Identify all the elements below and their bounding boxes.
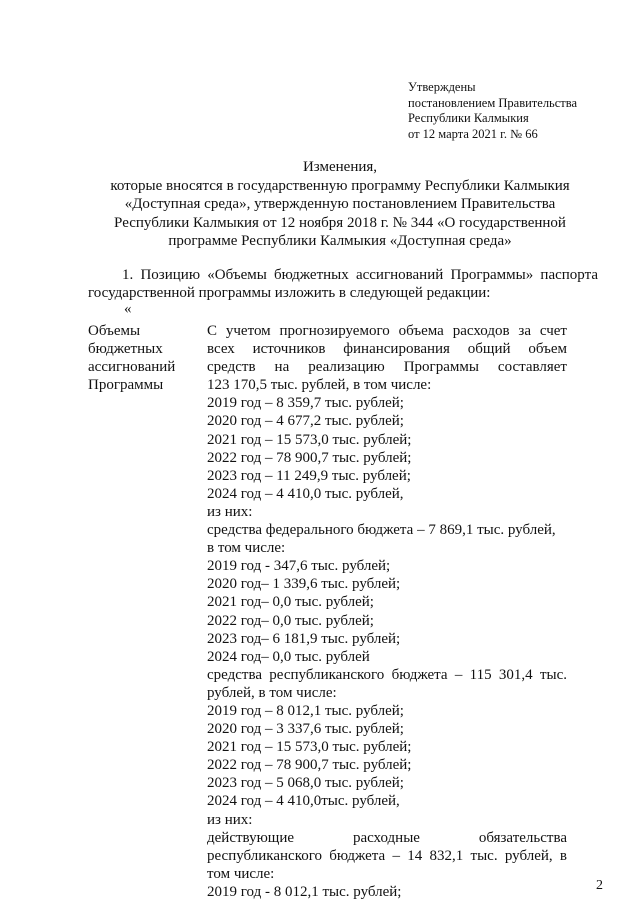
federal-year-line: 2020 год– 1 339,6 тыс. рублей; — [207, 576, 401, 593]
year-line: 2022 год – 78 900,7 тыс. рублей; — [207, 449, 412, 466]
approval-line: Республики Калмыкия — [408, 111, 529, 125]
title-line: программе Республики Калмыкия «Доступная среда» — [168, 233, 512, 249]
approval-line: от 12 марта 2021 г. № 66 — [408, 126, 538, 141]
federal-year-line: 2022 год– 0,0 тыс. рублей; — [207, 612, 374, 629]
approval-block — [408, 80, 577, 142]
intro-line: всех источников финансирования общий объем — [207, 341, 567, 358]
federal-year-line: 2019 год - 347,6 тыс. рублей; — [207, 558, 391, 575]
acting-obligations-line: действующие расходные обязательства — [207, 829, 567, 846]
of-them-label: из них: — [207, 503, 253, 520]
year-line: 2023 год – 11 249,9 тыс. рублей; — [207, 467, 411, 484]
paragraph-line: государственной программы изложить в следующей редакции: — [88, 285, 491, 301]
approval-line: постановлением Правительства — [408, 95, 578, 110]
year-line: 2021 год – 15 573,0 тыс. рублей; — [207, 431, 412, 448]
republic-year-line: 2024 год – 4 410,0тыс. рублей, — [207, 793, 400, 810]
federal-budget-line: в том числе: — [207, 540, 286, 557]
budget-content — [207, 322, 567, 901]
paragraph-line: 1. Позицию «Объемы бюджетных ассигнований Программы» паспорта — [122, 267, 598, 283]
federal-year-line: 2024 год– 0,0 тыс. рублей — [207, 648, 370, 665]
label-line: ассигнований — [88, 359, 176, 376]
title-line: Изменения, — [302, 159, 378, 175]
republic-year-line: 2019 год – 8 012,1 тыс. рублей; — [207, 702, 404, 719]
year-line: 2020 год – 4 677,2 тыс. рублей; — [207, 413, 404, 430]
republic-budget-line: средства республиканского бюджета – 115 301,4 тыс. — [207, 666, 567, 683]
label-line: Программы — [88, 377, 164, 394]
amendment-paragraph — [88, 266, 598, 302]
republic-year-line: 2020 год – 3 337,6 тыс. рублей; — [207, 721, 404, 738]
federal-year-line: 2023 год– 6 181,9 тыс. рублей; — [207, 630, 401, 647]
acting-obligations-line: республиканского бюджета – 14 832,1 тыс. рублей, в — [207, 847, 567, 864]
federal-budget-line: средства федерального бюджета – 7 869,1 тыс. рублей, — [207, 522, 556, 539]
intro-line: средств на реализацию Программы составляет — [207, 359, 567, 376]
position-label — [88, 322, 175, 394]
label-line: бюджетных — [88, 341, 163, 358]
intro-line: 123 170,5 тыс. рублей, в том числе: — [207, 377, 432, 394]
acting-year-line: 2019 год - 8 012,1 тыс. рублей; — [207, 883, 402, 900]
acting-obligations-line: том числе: — [207, 865, 275, 882]
year-line: 2019 год – 8 359,7 тыс. рублей; — [207, 395, 404, 412]
approval-line: Утверждены — [408, 80, 476, 94]
intro-line: С учетом прогнозируемого объема расходов за счет — [207, 323, 567, 339]
of-them-label: из них: — [207, 811, 253, 828]
republic-year-line: 2022 год – 78 900,7 тыс. рублей; — [207, 757, 412, 774]
label-line: Объемы — [88, 323, 141, 339]
title-line: «Доступная среда», утвержденную постановлением Правительства — [124, 196, 556, 212]
opening-quote: « — [124, 301, 132, 317]
year-line: 2024 год – 4 410,0 тыс. рублей, — [207, 485, 404, 502]
republic-year-line: 2023 год – 5 068,0 тыс. рублей; — [207, 775, 404, 792]
republic-budget-line: рублей, в том числе: — [207, 684, 337, 701]
title-line: Республики Калмыкия от 12 ноября 2018 г. № 344 «О государственной — [114, 214, 566, 231]
title-line: которые вносятся в государственную программу Республики Калмыкия — [110, 177, 570, 194]
document-title — [60, 158, 620, 251]
republic-year-line: 2021 год – 15 573,0 тыс. рублей; — [207, 739, 412, 756]
federal-year-line: 2021 год– 0,0 тыс. рублей; — [207, 594, 374, 611]
page-number: 2 — [596, 878, 603, 893]
